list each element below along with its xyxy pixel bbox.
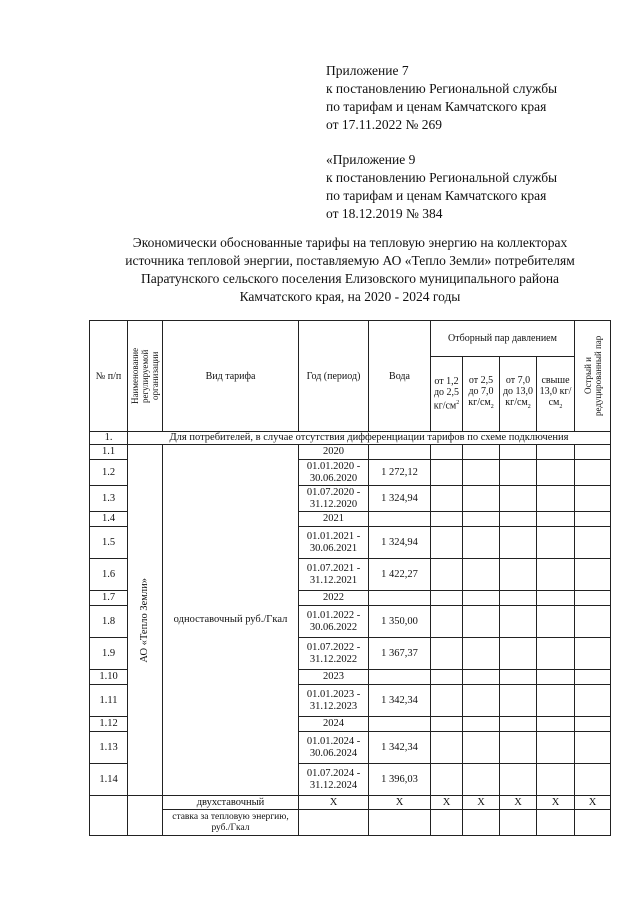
row-num: 1.14 [90, 764, 128, 796]
row-water: 1 350,00 [369, 606, 431, 638]
row-period: 2024 [299, 717, 369, 732]
header-sharp-steam: Острый и редуцированный пар [575, 321, 611, 432]
row-water [369, 445, 431, 460]
title-line: источника тепловой энергии, поставляемую АО «Тепло Земли» потребителям [125, 253, 575, 268]
appendix-7-block [326, 62, 557, 134]
x-mark: Х [299, 796, 369, 810]
row-num: 1.11 [90, 685, 128, 717]
section-num: 1. [90, 432, 128, 445]
row-water [369, 717, 431, 732]
row-period: 01.01.2023 - 31.12.2023 [299, 685, 369, 717]
row-period: 01.07.2024 - 31.12.2024 [299, 764, 369, 796]
header-row [90, 321, 611, 357]
header-water: Вода [369, 321, 431, 432]
header-pressure-4: свыше 13,0 $кг/см_2$ [537, 357, 575, 432]
row-water: 1 272,12 [369, 460, 431, 486]
x-mark: Х [463, 796, 500, 810]
section-text: Для потребителей, в случае отсутствия дифференциации тарифов по схеме подключения [128, 432, 611, 445]
row-water: 1 342,34 [369, 685, 431, 717]
row-period: 2021 [299, 512, 369, 527]
table-row [90, 445, 611, 460]
row-period: 01.01.2022 - 30.06.2022 [299, 606, 369, 638]
header-pressure-2: от 2,5 до 7,0 $кг/см_2$ [463, 357, 500, 432]
row-period: 01.07.2022 - 31.12.2022 [299, 638, 369, 670]
row-num: 1.1 [90, 445, 128, 460]
rate-energy-row [90, 810, 611, 836]
header-org: Наименование регулируемой организации [128, 321, 163, 432]
rate-energy-label: ставка за тепловую энергию, руб./Гкал [163, 810, 299, 836]
appendix-9-block [326, 151, 557, 223]
row-period: 01.07.2020 - 31.12.2020 [299, 486, 369, 512]
row-num: 1.7 [90, 591, 128, 606]
section-row [90, 432, 611, 445]
row-period: 01.07.2021 - 31.12.2021 [299, 559, 369, 591]
appendix-9-line: к постановлению Региональной службы [326, 170, 558, 185]
appendix-7-line: по тарифам и ценам Камчатского края [326, 99, 547, 114]
x-mark: Х [575, 796, 611, 810]
x-mark: Х [431, 796, 463, 810]
row-num: 1.9 [90, 638, 128, 670]
row-num: 1.8 [90, 606, 128, 638]
header-tariff-type: Вид тарифа [163, 321, 299, 432]
title-line: Экономически обоснованные тарифы на тепловую энергию на коллекторах [132, 235, 568, 250]
x-mark: Х [500, 796, 537, 810]
row-period: 2020 [299, 445, 369, 460]
title-line: Камчатского края, на 2020 - 2024 годы [239, 289, 461, 304]
header-num: № п/п [90, 321, 128, 432]
appendix-7-line: Приложение 7 [326, 63, 409, 78]
row-water: 1 422,27 [369, 559, 431, 591]
appendix-7-line: к постановлению Региональной службы [326, 81, 558, 96]
row-num: 1.5 [90, 527, 128, 559]
row-num: 1.2 [90, 460, 128, 486]
row-water [369, 591, 431, 606]
appendix-7-line: от 17.11.2022 № 269 [326, 117, 442, 132]
row-water: 1 324,94 [369, 527, 431, 559]
document-title [90, 234, 610, 306]
row-num: 1.12 [90, 717, 128, 732]
header-steam-group: Отборный пар давлением [431, 321, 575, 357]
single-rate-cell: одноставочный руб./Гкал [163, 445, 299, 796]
row-num: 1.10 [90, 670, 128, 685]
row-water: 1 396,03 [369, 764, 431, 796]
x-mark: Х [537, 796, 575, 810]
row-period: 01.01.2021 - 30.06.2021 [299, 527, 369, 559]
row-period: 2022 [299, 591, 369, 606]
title-line: Паратунского сельского поселения Елизовского муниципального района [140, 271, 560, 286]
org-name-cell: АО «Тепло Земли» [128, 445, 163, 796]
row-num: 1.13 [90, 732, 128, 764]
header-pressure-3: от 7,0 до 13,0 $кг/см_2$ [500, 357, 537, 432]
row-num: 1.4 [90, 512, 128, 527]
appendix-9-line: от 18.12.2019 № 384 [326, 206, 443, 221]
header-pressure-1: от 1,2 до 2,5 $кг/см^2$ [431, 357, 463, 432]
row-water: 1 367,37 [369, 638, 431, 670]
row-period: 01.01.2024 - 30.06.2024 [299, 732, 369, 764]
x-mark: Х [369, 796, 431, 810]
row-water: 1 342,34 [369, 732, 431, 764]
appendix-9-line: «Приложение 9 [326, 152, 416, 167]
header-period: Год (период) [299, 321, 369, 432]
row-water [369, 512, 431, 527]
row-period: 2023 [299, 670, 369, 685]
two-rate-row [90, 796, 611, 810]
row-period: 01.01.2020 - 30.06.2020 [299, 460, 369, 486]
row-num: 1.6 [90, 559, 128, 591]
row-water: 1 324,94 [369, 486, 431, 512]
row-water [369, 670, 431, 685]
row-num: 1.3 [90, 486, 128, 512]
two-rate-label: двухставочный [163, 796, 299, 810]
tariff-table [89, 320, 611, 836]
appendix-9-line: по тарифам и ценам Камчатского края [326, 188, 547, 203]
